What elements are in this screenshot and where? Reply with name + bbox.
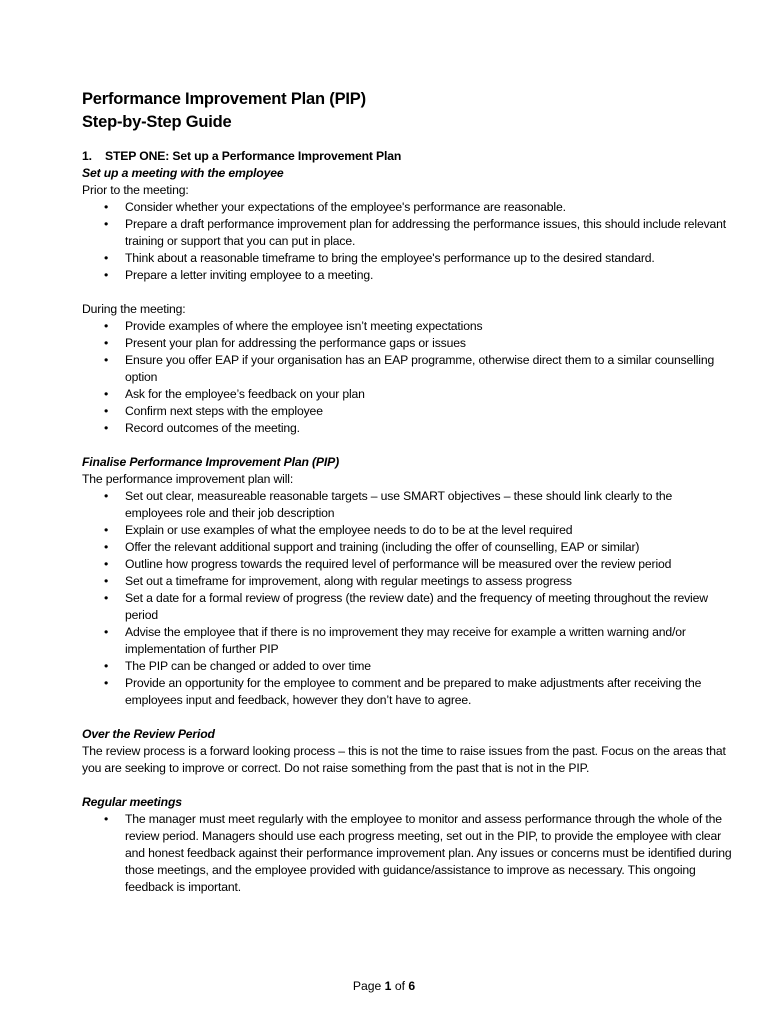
spacer xyxy=(82,777,732,794)
setup-meeting-subheading: Set up a meeting with the employee xyxy=(82,166,284,180)
list-item-text: Set out a timeframe for improvement, along with regular meetings to assess progress xyxy=(125,574,572,588)
regular-meetings-list xyxy=(82,811,732,896)
title-line-2: Step-by-Step Guide xyxy=(82,113,232,131)
list-item-text: The PIP can be changed or added to over time xyxy=(125,659,371,673)
list-item-text: Provide examples of where the employee isn’t meeting expectations xyxy=(125,319,483,333)
bullet-icon: • xyxy=(104,404,109,418)
list-item xyxy=(82,403,732,420)
list-item-text: Ask for the employee’s feedback on your plan xyxy=(125,387,365,401)
list-item-text: The manager must meet regularly with the employee to monitor and assess performance through the whole of the review period. Managers should use each progress meeting, set out in the PIP, to provide the employee with clear and honest feedback against their performance improvement plan. Any issues or concerns must be identified during those meetings, and the employee provided with guidance/assistance to improve as necessary. This ongoing feedback is important. xyxy=(125,812,732,894)
page-footer xyxy=(0,979,768,993)
list-item xyxy=(82,522,732,539)
page-total-number: 6 xyxy=(408,979,416,993)
list-item xyxy=(82,199,732,216)
finalise-pip-label: The performance improvement plan will: xyxy=(82,472,294,486)
step-one-heading-text: STEP ONE: Set up a Performance Improvement Plan xyxy=(105,149,402,163)
bullet-icon: • xyxy=(104,489,109,503)
bullet-icon: • xyxy=(104,659,109,673)
list-item-text: Prepare a letter inviting employee to a meeting. xyxy=(125,268,374,282)
bullet-icon: • xyxy=(104,676,109,690)
bullet-icon: • xyxy=(104,336,109,350)
list-item-text: Record outcomes of the meeting. xyxy=(125,421,300,435)
page-footer-of: of xyxy=(391,979,409,993)
list-item-text: Explain or use examples of what the employee needs to do to be at the level required xyxy=(125,523,573,537)
list-item-text: Advise the employee that if there is no improvement they may receive for example a written warning and/or implementation of further PIP xyxy=(125,625,686,656)
review-period-paragraph: The review process is a forward looking process – this is not the time to raise issues from the past. Focus on the areas that you are seeking to improve or correct. Do not raise something from the past that is not in the PIP. xyxy=(82,744,726,775)
list-item xyxy=(82,573,732,590)
bullet-icon: • xyxy=(104,387,109,401)
list-item xyxy=(82,216,732,250)
list-item-text: Consider whether your expectations of the employee's performance are reasonable. xyxy=(125,200,566,214)
prior-meeting-label: Prior to the meeting: xyxy=(82,183,189,197)
page-footer-prefix: Page xyxy=(352,979,385,993)
regular-meetings-subheading: Regular meetings xyxy=(82,795,182,809)
bullet-icon: • xyxy=(104,523,109,537)
finalise-pip-list xyxy=(82,488,732,709)
bullet-icon: • xyxy=(104,217,109,231)
spacer xyxy=(82,709,732,726)
prior-meeting-list xyxy=(82,199,732,284)
bullet-icon: • xyxy=(104,540,109,554)
list-item xyxy=(82,386,732,403)
document-page xyxy=(82,88,732,896)
spacer xyxy=(82,284,732,301)
step-one-heading xyxy=(82,148,732,165)
list-item-text: Set a date for a formal review of progress (the review date) and the frequency of meeting throughout the review period xyxy=(125,591,708,622)
list-item xyxy=(82,420,732,437)
during-meeting-label: During the meeting: xyxy=(82,302,186,316)
list-item-text: Prepare a draft performance improvement plan for addressing the performance issues, this should include relevant training or support that you can put in place. xyxy=(125,217,727,248)
page-current-number: 1 xyxy=(384,979,392,993)
list-item xyxy=(82,539,732,556)
bullet-icon: • xyxy=(104,421,109,435)
document-title xyxy=(82,88,732,134)
list-item-text: Present your plan for addressing the performance gaps or issues xyxy=(125,336,466,350)
list-item-text: Think about a reasonable timeframe to bring the employee's performance up to the desired standard. xyxy=(125,251,655,265)
step-number: 1. xyxy=(82,149,92,163)
list-item-text: Confirm next steps with the employee xyxy=(125,404,323,418)
list-item xyxy=(82,335,732,352)
list-item xyxy=(82,352,732,386)
list-item-text: Offer the relevant additional support and training (including the offer of counselling, EAP or similar) xyxy=(125,540,640,554)
list-item xyxy=(82,624,732,658)
bullet-icon: • xyxy=(104,251,109,265)
list-item xyxy=(82,488,732,522)
bullet-icon: • xyxy=(104,319,109,333)
spacer xyxy=(82,134,732,148)
list-item-text: Set out clear, measureable reasonable targets – use SMART objectives – these should link clearly to the employees role and their job description xyxy=(125,489,673,520)
bullet-icon: • xyxy=(104,574,109,588)
list-item xyxy=(82,267,732,284)
list-item-text: Outline how progress towards the required level of performance will be measured over the review period xyxy=(125,557,672,571)
list-item xyxy=(82,658,732,675)
bullet-icon: • xyxy=(104,625,109,639)
list-item xyxy=(82,675,732,709)
bullet-icon: • xyxy=(104,268,109,282)
list-item xyxy=(82,811,732,896)
bullet-icon: • xyxy=(104,812,109,826)
bullet-icon: • xyxy=(104,200,109,214)
title-line-1: Performance Improvement Plan (PIP) xyxy=(82,90,366,108)
list-item-text: Ensure you offer EAP if your organisation has an EAP programme, otherwise direct them to a similar counselling option xyxy=(125,353,715,384)
list-item-text: Provide an opportunity for the employee to comment and be prepared to make adjustments after receiving the employees input and feedback, however they don’t have to agree. xyxy=(125,676,702,707)
list-item xyxy=(82,250,732,267)
spacer xyxy=(82,437,732,454)
list-item xyxy=(82,556,732,573)
bullet-icon: • xyxy=(104,591,109,605)
list-item xyxy=(82,590,732,624)
list-item xyxy=(82,318,732,335)
review-period-subheading: Over the Review Period xyxy=(82,727,215,741)
during-meeting-list xyxy=(82,318,732,437)
bullet-icon: • xyxy=(104,353,109,367)
bullet-icon: • xyxy=(104,557,109,571)
finalise-pip-subheading: Finalise Performance Improvement Plan (PIP) xyxy=(82,455,340,469)
